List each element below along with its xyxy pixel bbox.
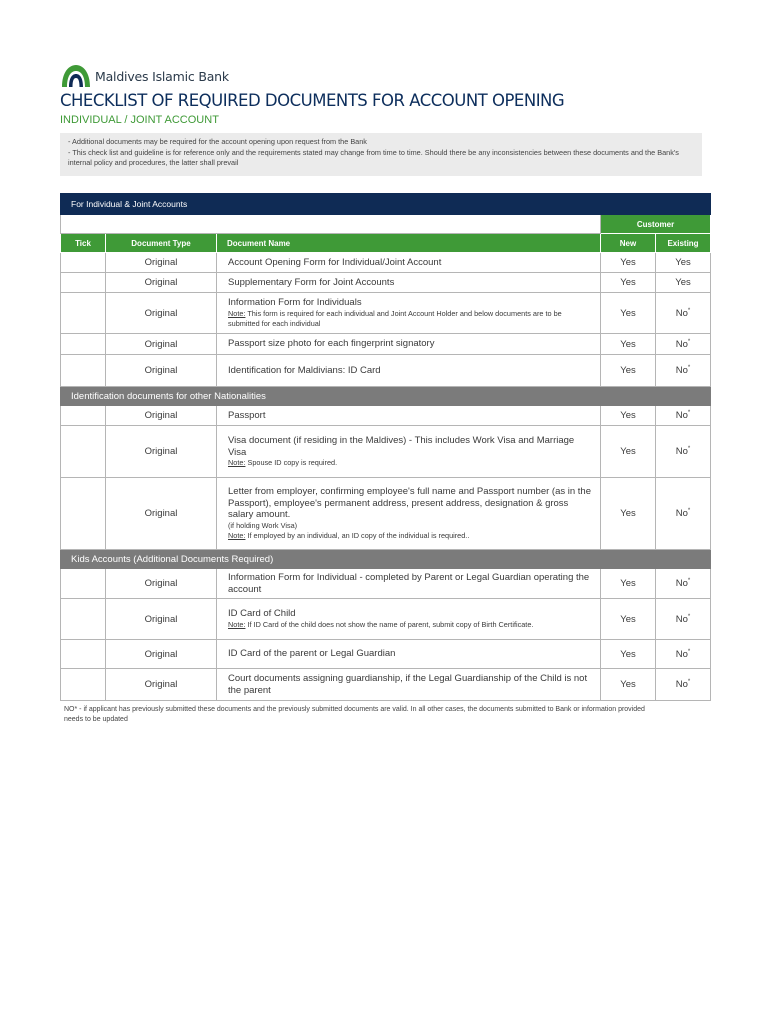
document-name-cell: [217, 478, 601, 550]
existing-value: [656, 406, 711, 426]
col-new: New: [601, 234, 656, 253]
tick-cell[interactable]: [61, 569, 106, 599]
page-title: CHECKLIST OF REQUIRED DOCUMENTS FOR ACCOUNT OPENING: [60, 91, 565, 110]
document-type: Original: [106, 355, 217, 387]
existing-value: [656, 478, 711, 550]
new-value: Yes: [601, 253, 656, 273]
tick-cell[interactable]: [61, 253, 106, 273]
note-label: Note:: [228, 530, 246, 540]
existing-value: [656, 426, 711, 478]
new-value: Yes: [601, 669, 656, 701]
document-name-cell: [217, 273, 601, 293]
asterisk: *: [687, 577, 691, 584]
document-name-cell: [217, 426, 601, 478]
asterisk: *: [687, 678, 691, 685]
customer-header-row: [61, 215, 711, 234]
document-type: Original: [106, 599, 217, 640]
bank-name: Maldives Islamic Bank: [95, 68, 229, 84]
existing-value: [656, 253, 711, 273]
page-subtitle: INDIVIDUAL / JOINT ACCOUNT: [60, 114, 219, 126]
asterisk: *: [687, 364, 691, 371]
existing-text: No: [675, 410, 688, 421]
document-name: Letter from employer, confirming employee's full name and Passport number (as in the Passport), employee's permanent address, present address, designation & gross salary amount.: [228, 486, 591, 521]
document-note: [228, 458, 594, 468]
new-value: Yes: [601, 273, 656, 293]
existing-value: [656, 293, 711, 334]
document-name-cell: [217, 334, 601, 355]
asterisk: *: [687, 445, 691, 452]
tick-cell[interactable]: [61, 426, 106, 478]
note-label: Note:: [228, 458, 246, 467]
new-value: Yes: [601, 640, 656, 669]
tick-cell[interactable]: [61, 669, 106, 701]
asterisk: *: [687, 613, 691, 620]
table-row: [61, 334, 711, 355]
document-name-cell: [217, 569, 601, 599]
tick-cell[interactable]: [61, 334, 106, 355]
asterisk: *: [687, 409, 691, 416]
document-type: Original: [106, 334, 217, 355]
asterisk: *: [687, 648, 691, 655]
note-line: - Additional documents may be required for the account opening upon request from the Bank: [68, 137, 367, 146]
section-title: For Individual & Joint Accounts: [61, 194, 711, 215]
document-name-cell: [217, 253, 601, 273]
document-name: Supplementary Form for Joint Accounts: [228, 276, 395, 288]
asterisk: *: [687, 507, 691, 514]
existing-value: [656, 355, 711, 387]
existing-text: No: [675, 648, 688, 660]
document-type: Original: [106, 406, 217, 426]
document-name-cell: [217, 669, 601, 701]
col-existing: Existing: [656, 234, 711, 253]
document-name-cell: [217, 406, 601, 426]
col-tick: Tick: [61, 234, 106, 253]
checklist-table: [60, 193, 711, 701]
document-note: [228, 531, 594, 541]
col-type: Document Type: [106, 234, 217, 253]
note-label: Note:: [228, 619, 246, 629]
table-row: [61, 569, 711, 599]
existing-text: No: [675, 338, 688, 350]
mosque-arch-logo-icon: [60, 64, 92, 88]
document-name: Visa document (if residing in the Maldives) - This includes Work Visa and Marriage Visa: [228, 435, 575, 458]
document-note: [228, 620, 594, 630]
table-row: [61, 478, 711, 550]
group-header: [61, 387, 711, 406]
document-name: Information Form for Individuals: [228, 297, 362, 309]
existing-text: Yes: [675, 277, 691, 288]
col-name: Document Name: [217, 234, 601, 253]
new-value: Yes: [601, 355, 656, 387]
existing-value: [656, 640, 711, 669]
tick-cell[interactable]: [61, 640, 106, 669]
existing-value: [656, 569, 711, 599]
bank-logo: [60, 63, 229, 89]
document-name: Information Form for Individual - completed by Parent or Legal Guardian operating the account: [228, 572, 590, 595]
table-row: [61, 426, 711, 478]
group-header: [61, 550, 711, 569]
table-row: [61, 599, 711, 640]
document-extra: (if holding Work Visa): [228, 520, 298, 530]
existing-text: Yes: [675, 257, 691, 268]
existing-text: No: [675, 365, 688, 376]
note-line: - This check list and guideline is for reference only and the requirements stated may change from time to time. Should there be any inconsistencies between these documents and the Bank's internal policy and procedures, the latter shall prevail: [68, 147, 679, 167]
table-row: [61, 355, 711, 387]
document-type: Original: [106, 426, 217, 478]
existing-text: No: [675, 307, 688, 319]
table-row: [61, 640, 711, 669]
table-row: [61, 406, 711, 426]
customer-header: Customer: [601, 215, 711, 234]
note-text: This form is required for each individual and Joint Account Holder and below documents are to be submitted for each individual: [228, 308, 562, 328]
existing-value: [656, 669, 711, 701]
tick-cell[interactable]: [61, 355, 106, 387]
document-type: Original: [106, 569, 217, 599]
section-header: [61, 194, 711, 215]
document-name: Passport: [228, 409, 266, 421]
new-value: Yes: [601, 293, 656, 334]
document-note: [228, 309, 594, 329]
existing-value: [656, 334, 711, 355]
new-value: Yes: [601, 426, 656, 478]
document-name-cell: [217, 599, 601, 640]
note-text: If ID Card of the child does not show the name of parent, submit copy of Birth Certificate.: [245, 619, 534, 629]
table-row: [61, 253, 711, 273]
tick-cell[interactable]: [61, 478, 106, 550]
document-type: Original: [106, 253, 217, 273]
new-value: Yes: [601, 569, 656, 599]
tick-cell[interactable]: [61, 293, 106, 334]
tick-cell[interactable]: [61, 599, 106, 640]
group-title: Kids Accounts (Additional Documents Required): [61, 550, 711, 569]
document-name: Account Opening Form for Individual/Joint Account: [228, 256, 442, 268]
note-text: Spouse ID copy is required.: [245, 458, 338, 467]
table-row: [61, 293, 711, 334]
document-name: ID Card of Child: [228, 608, 296, 620]
document-type: Original: [106, 669, 217, 701]
new-value: Yes: [601, 599, 656, 640]
column-header-row: [61, 234, 711, 253]
document-type: Original: [106, 293, 217, 334]
tick-cell[interactable]: [61, 406, 106, 426]
new-value: Yes: [601, 334, 656, 355]
new-value: Yes: [601, 478, 656, 550]
document-name-cell: [217, 355, 601, 387]
document-name: Passport size photo for each fingerprint signatory: [228, 338, 435, 350]
table-row: [61, 669, 711, 701]
existing-value: [656, 273, 711, 293]
existing-text: No: [675, 613, 688, 625]
notes-box: [60, 133, 702, 176]
table-row: [61, 273, 711, 293]
document-name: Identification for Maldivians: ID Card: [228, 364, 381, 376]
document-type: Original: [106, 478, 217, 550]
footnote: NO* - if applicant has previously submitted these documents and the previously submitted documents are valid. In all other cases, the documents submitted to Bank or information provided needs to be updated: [64, 706, 645, 723]
asterisk: *: [687, 307, 691, 314]
document-name-cell: [217, 640, 601, 669]
existing-value: [656, 599, 711, 640]
document-type: Original: [106, 640, 217, 669]
existing-text: No: [675, 679, 688, 690]
existing-text: No: [675, 446, 688, 457]
document-name: Court documents assigning guardianship, if the Legal Guardianship of the Child is not the parent: [228, 673, 588, 696]
document-type: Original: [106, 273, 217, 293]
group-title: Identification documents for other Nationalities: [61, 387, 711, 406]
tick-cell[interactable]: [61, 273, 106, 293]
existing-text: No: [675, 578, 688, 589]
asterisk: *: [687, 338, 691, 345]
existing-text: No: [675, 508, 688, 519]
note-text: If employed by an individual, an ID copy of the individual is required..: [245, 530, 470, 540]
new-value: Yes: [601, 406, 656, 426]
note-label: Note:: [228, 308, 246, 318]
document-name: ID Card of the parent or Legal Guardian: [228, 648, 396, 660]
document-name-cell: [217, 293, 601, 334]
